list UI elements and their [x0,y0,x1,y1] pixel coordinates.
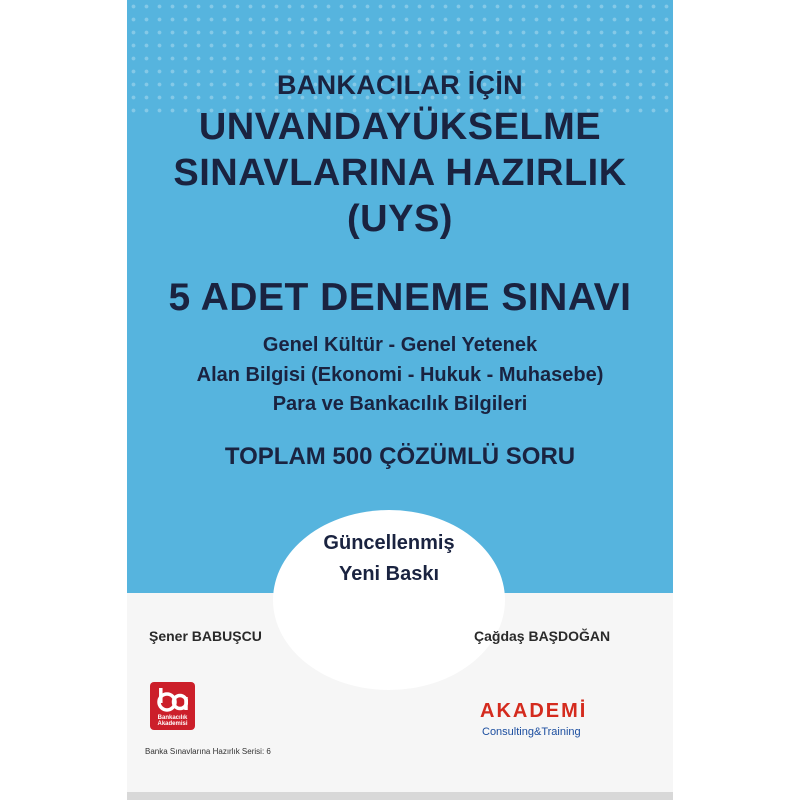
title-line-2: SINAVLARINA HAZIRLIK [173,152,627,194]
brand-logo: AKADEMİ [480,700,588,722]
author-2: Çağdaş BAŞDOĞAN [474,628,611,644]
publisher-logo-text: Bankacılık Akademisi [157,715,188,727]
book-cover [127,0,673,800]
publisher-logo-icon [150,682,195,730]
subtitle-top: BANKACILAR İÇİN [277,70,523,100]
cover-bottom-edge [127,792,673,800]
title-line-3: (UYS) [347,198,453,240]
topic-2: Alan Bilgisi (Ekonomi - Hukuk - Muhasebe) [196,364,604,386]
brand-tagline: Consulting&Training [482,726,581,738]
edition-badge-line-1: Güncellenmiş [323,532,455,554]
edition-badge-line-2: Yeni Baskı [338,563,440,585]
series-label: Banka Sınavlarına Hazırlık Serisi: 6 [145,747,271,756]
total-questions: TOPLAM 500 ÇÖZÜMLÜ SORU [224,443,576,470]
topic-1: Genel Kültür - Genel Yetenek [262,334,538,356]
exam-heading: 5 ADET DENEME SINAVI [168,276,632,319]
topic-3: Para ve Bankacılık Bilgileri [272,393,528,415]
title-line-1: UNVANDAYÜKSELME [198,106,602,148]
author-1: Şener BABUŞCU [149,628,262,644]
